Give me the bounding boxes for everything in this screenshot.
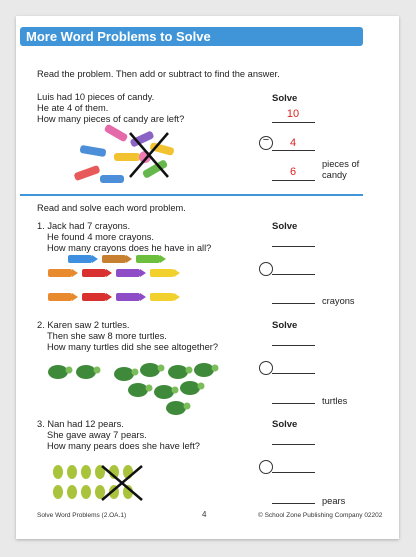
problem-2-number: 2. [37,320,45,330]
turtles-illustration [46,358,226,420]
example-answer-mid: 4 [289,137,297,149]
example-unit-2: candy [322,170,347,180]
title-banner [20,27,363,46]
problem-2-text-1: Karen saw 2 turtles. [47,320,130,330]
example-line-mid [272,150,315,151]
instruction-1: Read the problem. Then add or subtract to find the answer. [37,69,280,79]
answer-line[interactable] [272,345,315,346]
problem-2-unit: turtles [322,396,348,406]
problem-2-line-2: Then she saw 8 more turtles. [47,331,167,341]
problem-1-solve-label: Solve [272,221,298,232]
problem-1-line-3: How many crayons does he have in all? [47,243,212,253]
example-line-top [272,122,315,123]
operator-circle[interactable] [259,262,273,276]
candy-icon [73,124,174,183]
example-solve-label: Solve [272,93,298,104]
pears-illustration [52,462,162,504]
example-line-1: Luis had 10 pieces of candy. [37,92,155,102]
problem-2-line-3: How many turtles did she see altogether? [47,342,219,352]
crayons-illustration [48,255,188,305]
answer-line[interactable] [272,303,315,304]
page-title: More Word Problems to Solve [26,29,211,44]
page-number: 4 [202,510,207,519]
candy-illustration [70,127,180,189]
instruction-2: Read and solve each word problem. [37,203,186,213]
problem-2-solve-label: Solve [272,320,298,331]
problem-2-line-1 [37,320,130,332]
problem-1-text-1: Jack had 7 crayons. [47,221,131,231]
minus-sign: − [262,134,270,146]
example-line-3: How many pieces of candy are left? [37,114,185,124]
operator-circle[interactable] [259,361,273,375]
operator-circle[interactable] [259,460,273,474]
answer-line[interactable] [272,246,315,247]
answer-line[interactable] [272,403,315,404]
problem-3-line-3: How many pears does she have left? [47,441,200,451]
problem-1-unit: crayons [322,296,355,306]
problem-3-line-2: She gave away 7 pears. [47,430,147,440]
turtle-icon [48,363,219,415]
answer-line[interactable] [272,373,315,374]
problem-3-solve-label: Solve [272,419,298,430]
answer-line[interactable] [272,274,315,275]
answer-line[interactable] [272,503,315,504]
problem-3-unit: pears [322,496,346,506]
footer-right: © School Zone Publishing Company 02202 [258,512,383,519]
example-unit-1: pieces of [322,159,360,169]
example-line-2: He ate 4 of them. [37,103,109,113]
example-answer-result: 6 [289,166,297,178]
example-line-result [272,180,315,181]
problem-1-number: 1. [37,221,45,231]
problem-1-line-2: He found 4 more crayons. [47,232,154,242]
example-answer-top: 10 [286,108,300,120]
answer-line[interactable] [272,472,315,473]
section-divider [20,194,363,196]
footer-left: Solve Word Problems (2.OA.1) [37,512,127,519]
problem-3-number: 3. [37,419,45,429]
operator-circle [259,136,273,150]
answer-line[interactable] [272,444,315,445]
problem-1-line-1 [37,221,130,233]
problem-3-text-1: Nan had 12 pears. [47,419,124,429]
crayon-icon [48,255,180,301]
problem-3-line-1 [37,419,124,431]
